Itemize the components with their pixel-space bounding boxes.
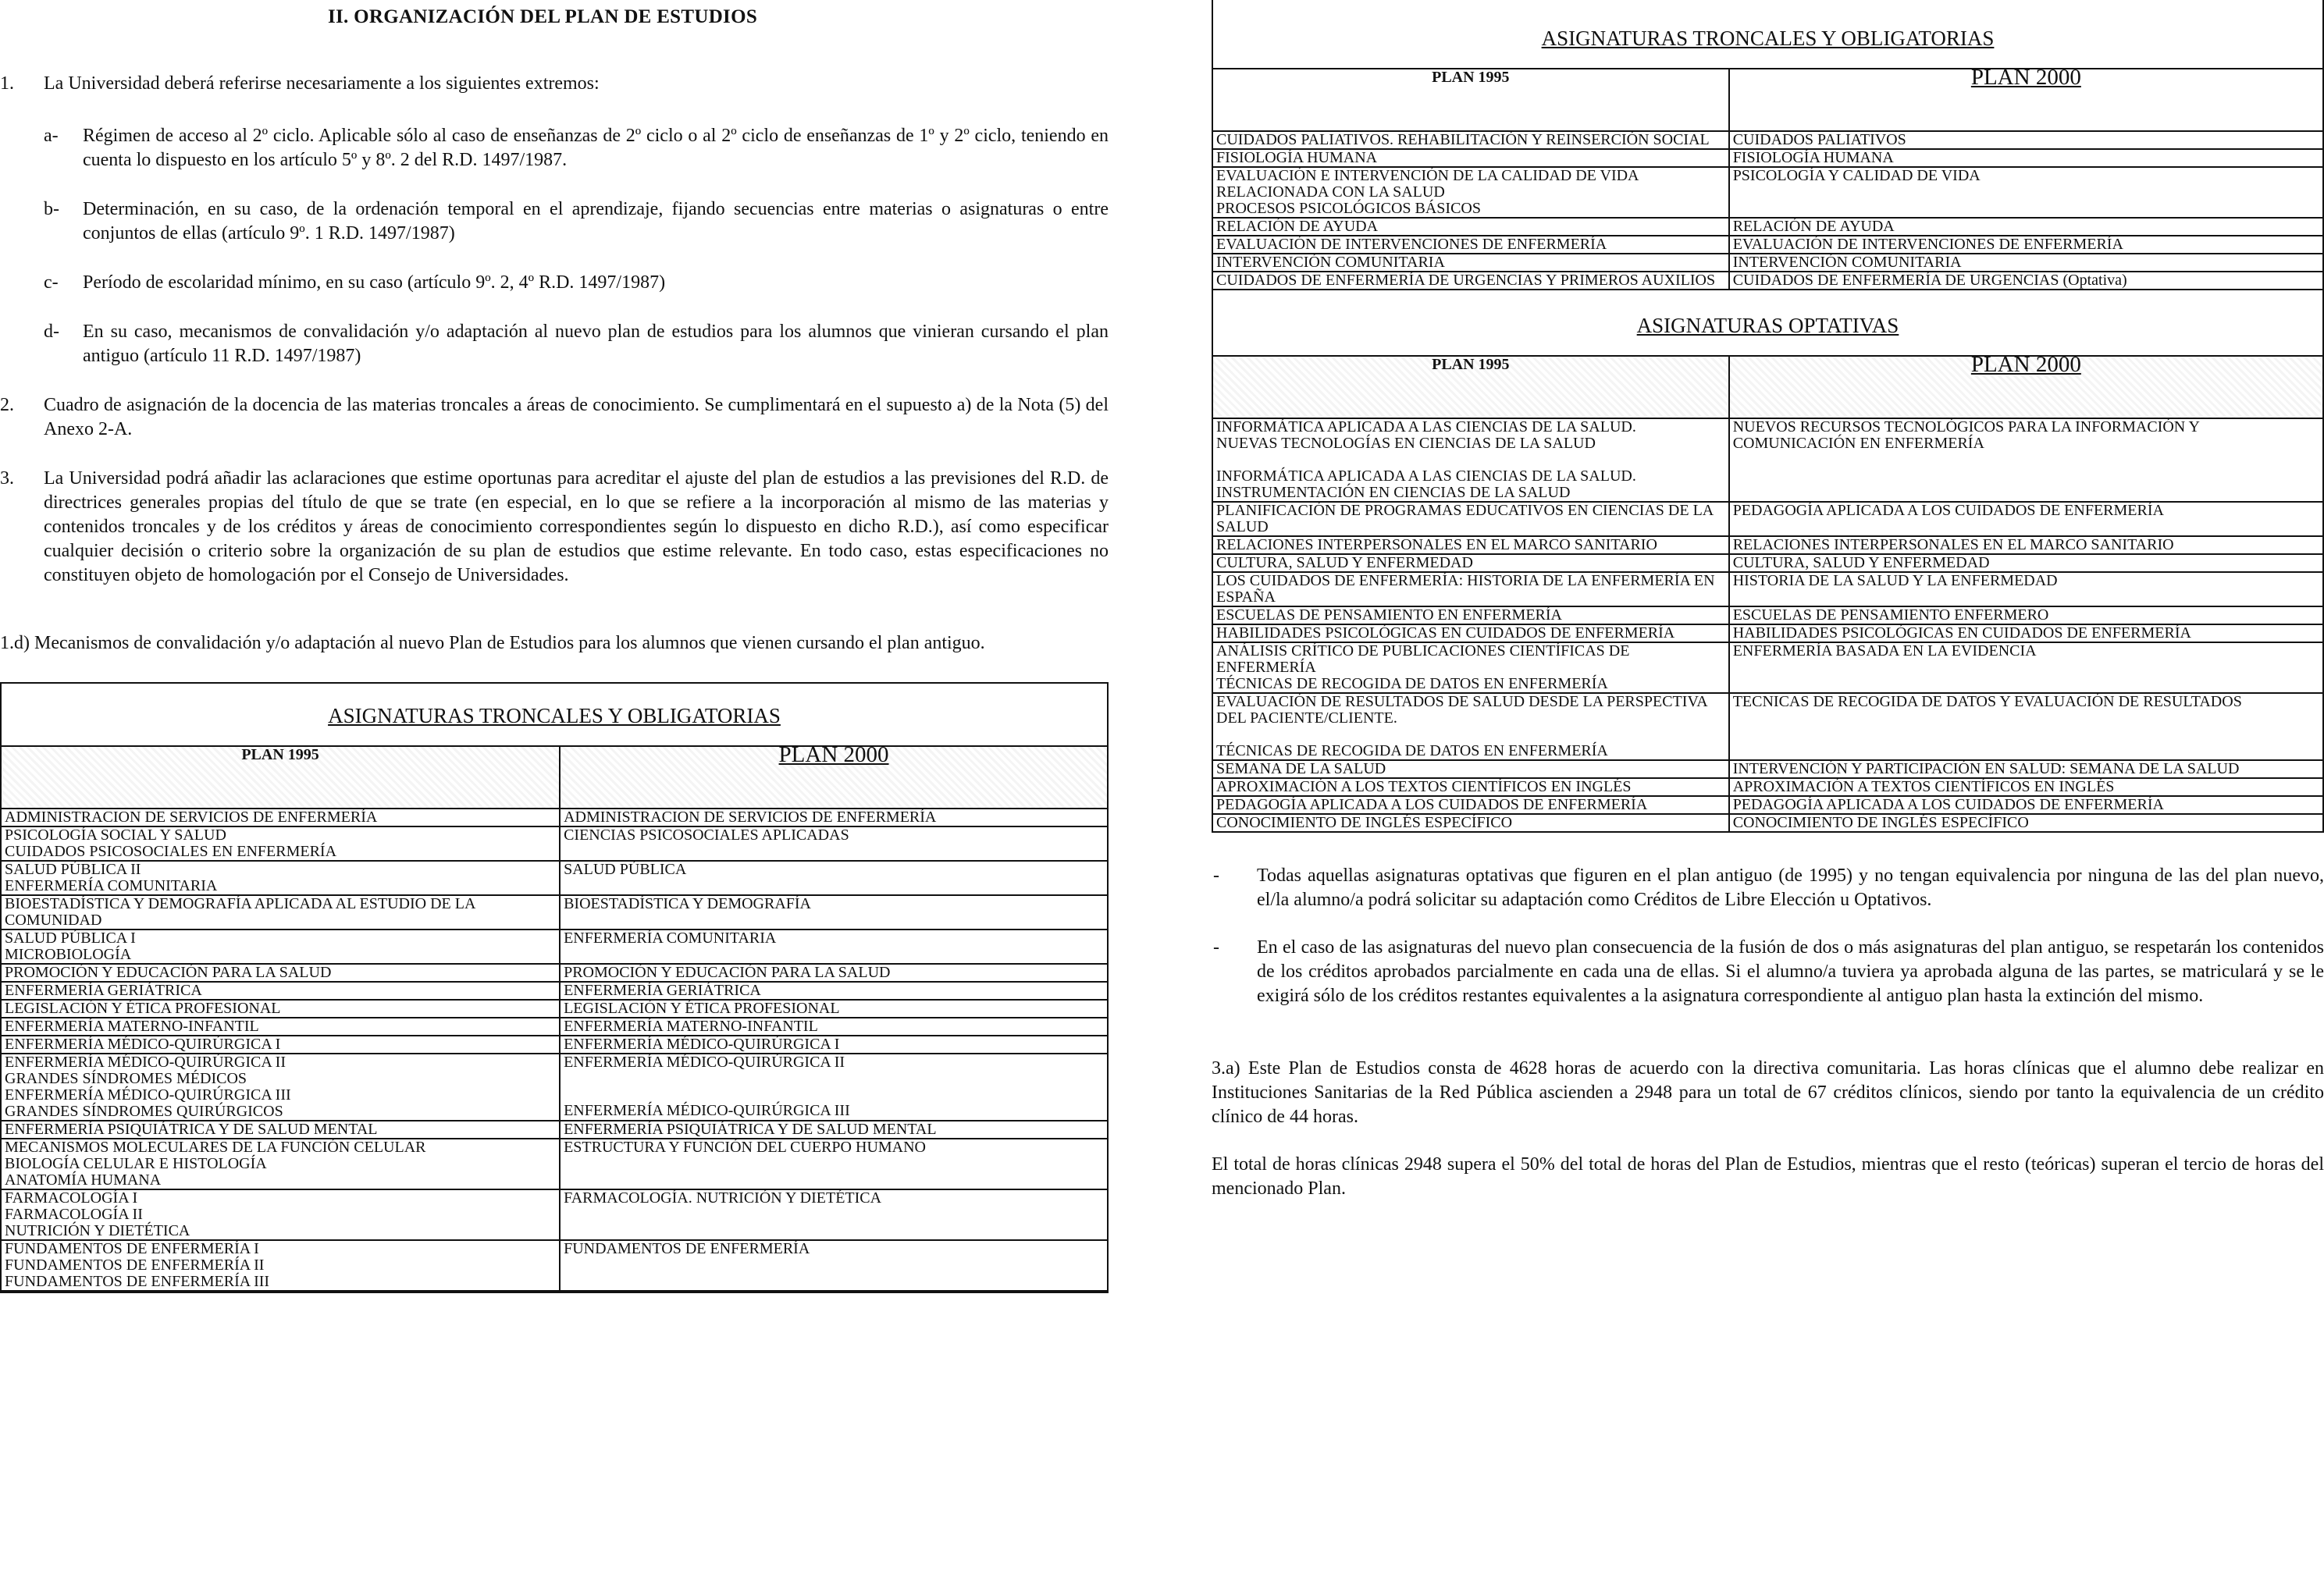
plan-2000-cell: [560, 964, 1108, 982]
plan-1995-cell: [1212, 606, 1729, 624]
plan-1995-subject: SALUD PÚBLICA II: [5, 861, 141, 878]
plan-2000-cell: [1729, 554, 2323, 572]
plan-1995-subject: PROMOCIÓN Y EDUCACIÓN PARA LA SALUD: [5, 964, 332, 981]
plan-1995-cell: [1, 964, 560, 982]
plan-1995-subject: ENFERMERÍA MÉDICO-QUIRÚRGICA III: [5, 1086, 291, 1104]
plan-1995-cell: [1, 895, 560, 930]
plan-2000-cell: [1729, 272, 2323, 290]
plan-1995-subject: TÉCNICAS DE RECOGIDA DE DATOS EN ENFERMERÍA: [1216, 675, 1608, 692]
table-row: [1212, 418, 2323, 502]
table-header-row: [1212, 69, 2323, 131]
table-row: [1212, 624, 2323, 642]
plan-2000-subject: ESCUELAS DE PENSAMIENTO ENFERMERO: [1732, 606, 2049, 624]
plan-1995-cell: [1212, 218, 1729, 236]
plan-1995-cell: [1, 826, 560, 861]
table-header-row: [1, 746, 1108, 809]
plan-1995-cell: [1, 1000, 560, 1018]
bullet-1-text: Todas aquellas asignaturas optativas que figuren en el plan antiguo (de 1995) y no tengan equivalencia por ninguna de las del plan nuevo, el/la alumno/a podrá solicitar su adaptación como Créditos de Libre Elección u Optativos.: [1257, 866, 2324, 910]
plan-2000-subject: CONOCIMIENTO DE INGLÉS ESPECÍFICO: [1732, 814, 2029, 831]
troncales-title-left: ASIGNATURAS TRONCALES Y OBLIGATORIAS: [328, 704, 781, 727]
right-column: [1212, 0, 2324, 1201]
plan-2000-subject: PEDAGOGÍA APLICADA A LOS CUIDADOS DE ENFERMERÍA: [1732, 502, 2164, 519]
plan-1995-subject: PEDAGOGÍA APLICADA A LOS CUIDADOS DE ENFERMERÍA: [1216, 796, 1648, 813]
plan-1995-subject: PROCESOS PSICOLÓGICOS BÁSICOS: [1216, 200, 1481, 217]
plan-1995-cell: [1, 1036, 560, 1054]
plan-1995-subject: ENFERMERÍA MATERNO-INFANTIL: [5, 1018, 259, 1035]
table-row: [1212, 760, 2323, 778]
plan-2000-cell: [1729, 536, 2323, 554]
sub-item-a-text: Régimen de acceso al 2º ciclo. Aplicable sólo al caso de enseñanzas de 2º ciclo o al 2º ciclo de enseñanzas de 1º y 2º ciclo, teniendo en cuenta lo dispuesto en los artículo 5º y 8º. 2 del R.D. 1497/1987.: [83, 126, 1109, 170]
plan-1995-subject: INSTRUMENTACIÓN EN CIENCIAS DE LA SALUD: [1216, 484, 1571, 501]
sub-item-b-text: Determinación, en su caso, de la ordenación temporal en el aprendizaje, fijando secuencias entre materias o asignaturas o entre conjuntos de ellas (artículo 9º. 1 R.D. 1497/1987): [83, 199, 1109, 243]
plan-1995-subject: FUNDAMENTOS DE ENFERMERÍA II: [5, 1257, 265, 1274]
table-row: [1, 1139, 1108, 1189]
plan-1995-subject: RELACIÓN DE AYUDA: [1216, 218, 1379, 235]
plan-1995-cell: [1212, 236, 1729, 254]
plan-1995-subject: RELACIONES INTERPERSONALES EN EL MARCO SANITARIO: [1216, 536, 1657, 553]
plan-1995-subject: FARMACOLOGÍA I: [5, 1189, 138, 1207]
sub-item-b-letter: b-: [44, 199, 59, 219]
plan-1995-cell: [1212, 254, 1729, 272]
plan-1995-subject: APROXIMACIÓN A LOS TEXTOS CIENTÍFICOS EN INGLÉS: [1216, 778, 1632, 795]
plan-2000-cell: [560, 1240, 1108, 1291]
plan-2000-header: PLAN 2000: [1729, 69, 2323, 131]
plan-1995-subject: ENFERMERÍA PSIQUIÁTRICA Y DE SALUD MENTAL: [5, 1121, 378, 1138]
plan-1995-subject: PLANIFICACIÓN DE PROGRAMAS EDUCATIVOS EN CIENCIAS DE LA SALUD: [1216, 502, 1714, 535]
plan-2000-cell: [560, 1000, 1108, 1018]
table-row: [1212, 642, 2323, 693]
plan-1995-subject: ADMINISTRACION DE SERVICIOS DE ENFERMERÍA: [5, 809, 378, 826]
plan-1995-subject: INFORMÁTICA APLICADA A LAS CIENCIAS DE LA SALUD.: [1216, 418, 1636, 435]
plan-2000-subject: CUIDADOS DE ENFERMERÍA DE URGENCIAS (Optativa): [1732, 272, 2127, 289]
plan-2000-subject: [564, 1079, 1104, 1095]
plan-2000-cell: [1729, 624, 2323, 642]
sub-item-c-text: Período de escolaridad mínimo, en su caso (artículo 9º. 2, 4º R.D. 1497/1987): [83, 272, 666, 293]
plan-1995-cell: [1212, 760, 1729, 778]
plan-2000-subject: ENFERMERÍA MATERNO-INFANTIL: [564, 1018, 818, 1035]
plan-2000-cell: [560, 930, 1108, 964]
plan-2000-header: PLAN 2000: [560, 746, 1108, 809]
plan-1995-subject: ANATOMÍA HUMANA: [5, 1171, 162, 1189]
plan-1995-subject: MECANISMOS MOLECULARES DE LA FUNCIÓN CELULAR: [5, 1139, 426, 1156]
table-row: [1, 826, 1108, 861]
plan-1995-cell: [1212, 272, 1729, 290]
plan-2000-cell: [1729, 814, 2323, 832]
plan-2000-cell: [1729, 149, 2323, 167]
plan-1995-subject: BIOLOGÍA CELULAR E HISTOLOGÍA: [5, 1155, 267, 1172]
plan-1995-cell: [1, 1240, 560, 1291]
plan-1995-subject: FUNDAMENTOS DE ENFERMERÍA I: [5, 1240, 259, 1257]
plan-2000-cell: [1729, 760, 2323, 778]
table-row: [1212, 167, 2323, 218]
plan-2000-subject: ENFERMERÍA GERIÁTRICA: [564, 982, 761, 999]
troncales-table-left: [0, 682, 1109, 1293]
plan-2000-subject: FARMACOLOGÍA. NUTRICIÓN Y DIETÉTICA: [564, 1189, 882, 1207]
plan-1995-subject: FARMACOLOGÍA II: [5, 1206, 143, 1223]
plan-1995-subject: CUIDADOS PSICOSOCIALES EN ENFERMERÍA: [5, 843, 337, 860]
plan-2000-cell: [560, 1018, 1108, 1036]
plan-1995-header: PLAN 1995: [1212, 356, 1729, 418]
plan-2000-subject: FISIOLOGÍA HUMANA: [1732, 149, 1894, 166]
plan-1995-cell: [1212, 536, 1729, 554]
table-row: [1212, 236, 2323, 254]
sub-item-d-text: En su caso, mecanismos de convalidación y/o adaptación al nuevo plan de estudios para los alumnos que vinieran cursando el plan antiguo (artículo 11 R.D. 1497/1987): [83, 322, 1109, 366]
plan-2000-subject: PSICOLOGÍA Y CALIDAD DE VIDA: [1732, 167, 1981, 184]
plan-2000-subject: ESTRUCTURA Y FUNCIÓN DEL CUERPO HUMANO: [564, 1139, 926, 1156]
table-row: [1212, 554, 2323, 572]
plan-2000-cell: [560, 1121, 1108, 1139]
table-row: [1212, 131, 2323, 149]
plan-2000-subject: BIOESTADÍSTICA Y DEMOGRAFÍA: [564, 895, 812, 912]
plan-1995-subject: INTERVENCIÓN COMUNITARIA: [1216, 254, 1445, 271]
plan-1995-subject: ENFERMERÍA MÉDICO-QUIRÚRGICA I: [5, 1036, 281, 1053]
plan-2000-cell: [560, 1054, 1108, 1121]
plan-1995-cell: [1, 1018, 560, 1036]
bullet-1: [1212, 864, 2324, 912]
plan-1995-subject: EVALUACIÓN E INTERVENCIÓN DE LA CALIDAD DE VIDA RELACIONADA CON LA SALUD: [1216, 167, 1639, 201]
plan-2000-subject: ENFERMERÍA PSIQUIÁTRICA Y DE SALUD MENTAL: [564, 1121, 937, 1138]
item-1-text: La Universidad deberá referirse necesariamente a los siguientes extremos:: [44, 73, 600, 94]
left-column: [0, 0, 1109, 1293]
optativas-title: ASIGNATURAS OPTATIVAS: [1636, 314, 1899, 337]
plan-1995-subject: BIOESTADÍSTICA Y DEMOGRAFÍA APLICADA AL ESTUDIO DE LA COMUNIDAD: [5, 895, 475, 929]
plan-1995-subject: CUIDADOS DE ENFERMERÍA DE URGENCIAS Y PRIMEROS AUXILIOS: [1216, 272, 1716, 289]
plan-1995-subject: ESCUELAS DE PENSAMIENTO EN ENFERMERÍA: [1216, 606, 1562, 624]
plan-2000-subject: CIENCIAS PSICOSOCIALES APLICADAS: [564, 826, 849, 844]
plan-1995-subject: ENFERMERÍA GERIÁTRICA: [5, 982, 202, 999]
plan-2000-subject: FUNDAMENTOS DE ENFERMERÍA: [564, 1240, 810, 1257]
table-row: [1212, 536, 2323, 554]
plan-2000-cell: [1729, 572, 2323, 606]
table-row: [1, 1018, 1108, 1036]
plan-2000-subject: SALUD PÚBLICA: [564, 861, 687, 878]
troncales-right-body: [1212, 131, 2323, 290]
table-row: [1, 895, 1108, 930]
plan-1995-subject: CUIDADOS PALIATIVOS. REHABILITACIÓN Y REINSERCIÓN SOCIAL: [1216, 131, 1710, 148]
plan-1995-subject: [1216, 727, 1725, 743]
table-row: [1212, 572, 2323, 606]
table-row: [1212, 606, 2323, 624]
plan-1995-cell: [1212, 624, 1729, 642]
plan-2000-subject: CULTURA, SALUD Y ENFERMEDAD: [1732, 554, 1990, 571]
bullet-2-text: En el caso de las asignaturas del nuevo plan consecuencia de la fusión de dos o más asignaturas del plan antiguo, se respetarán los contenidos de los créditos aprobados parcialmente en cada una de ellas. Si el alumno/a tuviera ya aprobada alguna de las partes, se matriculará y se le exigirá sólo de los créditos restantes equivalentes a la asignatura correspondiente al antiguo plan hasta la extinción del mismo.: [1257, 937, 2324, 1006]
plan-2000-cell: [560, 1189, 1108, 1240]
plan-2000-subject: ADMINISTRACION DE SERVICIOS DE ENFERMERÍA: [564, 809, 937, 826]
plan-2000-subject: HABILIDADES PSICOLÓGICAS EN CUIDADOS DE ENFERMERÍA: [1732, 624, 2191, 642]
plan-1995-cell: [1212, 149, 1729, 167]
plan-2000-subject: EVALUACIÓN DE INTERVENCIONES DE ENFERMERÍA: [1732, 236, 2123, 253]
plan-2000-subject: ENFERMERÍA COMUNITARIA: [564, 930, 777, 947]
table-row: [1, 1121, 1108, 1139]
plan-2000-cell: [560, 895, 1108, 930]
troncales-left-body: [1, 809, 1108, 1291]
plan-1995-subject: CULTURA, SALUD Y ENFERMEDAD: [1216, 554, 1473, 571]
sub-item-d: [44, 320, 1109, 368]
plan-2000-cell: [1729, 642, 2323, 693]
plan-1995-cell: [1212, 502, 1729, 536]
table-row: [1212, 502, 2323, 536]
troncales-table-right: [1212, 0, 2324, 833]
plan-1995-subject: FUNDAMENTOS DE ENFERMERÍA III: [5, 1273, 270, 1290]
plan-2000-cell: [1729, 254, 2323, 272]
item-1: [0, 72, 1109, 96]
plan-1995-cell: [1, 1189, 560, 1240]
table-row: [1212, 272, 2323, 290]
plan-1995-cell: [1212, 642, 1729, 693]
plan-1995-cell: [1212, 131, 1729, 149]
plan-2000-cell: [1729, 167, 2323, 218]
optativas-body: [1212, 418, 2323, 832]
plan-2000-subject: RELACIÓN DE AYUDA: [1732, 218, 1895, 235]
plan-1995-cell: [1212, 572, 1729, 606]
sub-item-d-letter: d-: [44, 322, 59, 342]
item-3-text: La Universidad podrá añadir las aclaraciones que estime oportunas para acreditar el ajuste del plan de estudios a las previsiones del R.D. de directrices generales propias del título de que se trate (en especial, en lo que se refiere a la incorporación al mismo de las materias y contenidos troncales y de los créditos y áreas de conocimiento correspondientes según lo dispuesto en dicho R.D.), así como especificar cualquier decisión o criterio sobre la organización de su plan de estudios que estime relevante. En todo caso, estas especificaciones no constituyen objeto de homologación por el Consejo de Universidades.: [44, 468, 1109, 585]
item-1-number: 1.: [0, 73, 14, 94]
plan-2000-subject: ENFERMERÍA MÉDICO-QUIRÚRGICA I: [564, 1036, 840, 1053]
plan-2000-subject: ENFERMERÍA MÉDICO-QUIRÚRGICA III: [564, 1102, 850, 1119]
plan-1995-subject: ENFERMERÍA MÉDICO-QUIRÚRGICA II: [5, 1054, 286, 1071]
bullet-dash: -: [1213, 866, 1219, 886]
plan-1995-cell: [1, 809, 560, 826]
plan-2000-cell: [560, 982, 1108, 1000]
item-3-number: 3.: [0, 468, 14, 489]
plan-2000-cell: [560, 1139, 1108, 1189]
item-2-text: Cuadro de asignación de la docencia de las materias troncales a áreas de conocimiento. Se cumplimentará en el supuesto a) de la Nota (5) del Anexo 2-A.: [44, 395, 1109, 439]
plan-2000-cell: [1729, 693, 2323, 760]
plan-2000-cell: [1729, 606, 2323, 624]
table-header-row: [1212, 356, 2323, 418]
plan-2000-subject: RELACIONES INTERPERSONALES EN EL MARCO SANITARIO: [1732, 536, 2174, 553]
plan-1995-subject: FISIOLOGÍA HUMANA: [1216, 149, 1378, 166]
plan-1995-subject: INFORMÁTICA APLICADA A LAS CIENCIAS DE LA SALUD.: [1216, 467, 1636, 485]
table-row: [1212, 814, 2323, 832]
table-row: [1, 982, 1108, 1000]
table-row: [1, 1000, 1108, 1018]
plan-2000-subject: INTERVENCIÓN Y PARTICIPACIÓN EN SALUD: SEMANA DE LA SALUD: [1732, 760, 2240, 777]
note-1d: 1.d) Mecanismos de convalidación y/o adaptación al nuevo Plan de Estudios para los alumnos que vienen cursando el plan antiguo.: [0, 633, 985, 653]
table-row: [1, 809, 1108, 826]
plan-2000-subject: NUEVOS RECURSOS TECNOLÓGICOS PARA LA INFORMACIÓN Y COMUNICACIÓN EN ENFERMERÍA: [1732, 418, 2200, 452]
plan-2000-cell: [1729, 131, 2323, 149]
plan-1995-subject: [1216, 452, 1725, 468]
table-row: [1212, 796, 2323, 814]
plan-2000-cell: [560, 1036, 1108, 1054]
item-2: [0, 393, 1109, 442]
plan-2000-subject: LEGISLACIÓN Y ÉTICA PROFESIONAL: [564, 1000, 840, 1017]
sub-item-c: [44, 271, 1109, 295]
plan-1995-subject: NUTRICIÓN Y DIETÉTICA: [5, 1222, 190, 1239]
paragraph-3a: 3.a) Este Plan de Estudios consta de 4628 horas de acuerdo con la directiva comunitaria. Las horas clínicas que el alumno debe realizar en Instituciones Sanitarias de la Red Pública ascienden a 2948 para un total de 67 créditos clínicos, siendo por tanto la equivalencia de un crédito clínico de 44 horas.: [1212, 1058, 2324, 1127]
plan-1995-subject: ANÁLISIS CRÍTICO DE PUBLICACIONES CIENTÍFICAS DE ENFERMERÍA: [1216, 642, 1630, 676]
table-row: [1, 861, 1108, 895]
sub-item-a: [44, 124, 1109, 172]
plan-2000-subject: APROXIMACIÓN A TEXTOS CIENTÍFICOS EN INGLÉS: [1732, 778, 2115, 795]
table-row: [1212, 778, 2323, 796]
plan-2000-subject: PROMOCIÓN Y EDUCACIÓN PARA LA SALUD: [564, 964, 891, 981]
sub-item-b: [44, 197, 1109, 246]
plan-1995-cell: [1, 861, 560, 895]
plan-1995-cell: [1212, 418, 1729, 502]
bullet-2: [1212, 936, 2324, 1008]
sub-item-c-letter: c-: [44, 272, 59, 293]
table-row: [1, 1036, 1108, 1054]
table-row: [1212, 254, 2323, 272]
table-row: [1212, 149, 2323, 167]
plan-1995-subject: SALUD PÚBLICA I: [5, 930, 136, 947]
plan-1995-subject: PSICOLOGÍA SOCIAL Y SALUD: [5, 826, 226, 844]
plan-1995-subject: SEMANA DE LA SALUD: [1216, 760, 1386, 777]
plan-1995-header: PLAN 1995: [1, 746, 560, 809]
plan-1995-subject: LEGISLACIÓN Y ÉTICA PROFESIONAL: [5, 1000, 281, 1017]
troncales-title-right: ASIGNATURAS TRONCALES Y OBLIGATORIAS: [1541, 27, 1995, 50]
plan-2000-cell: [1729, 796, 2323, 814]
item-3: [0, 467, 1109, 588]
plan-2000-cell: [1729, 502, 2323, 536]
bullet-dash: -: [1213, 937, 1219, 958]
plan-1995-subject: EVALUACIÓN DE INTERVENCIONES DE ENFERMERÍA: [1216, 236, 1607, 253]
plan-1995-cell: [1212, 167, 1729, 218]
table-row: [1, 930, 1108, 964]
plan-2000-subject: INTERVENCIÓN COMUNITARIA: [1732, 254, 1962, 271]
table-row: [1, 1189, 1108, 1240]
plan-1995-cell: [1, 1054, 560, 1121]
plan-1995-subject: MICROBIOLOGÍA: [5, 946, 132, 963]
plan-2000-header: PLAN 2000: [1729, 356, 2323, 418]
plan-1995-header: PLAN 1995: [1212, 69, 1729, 131]
plan-1995-subject: TÉCNICAS DE RECOGIDA DE DATOS EN ENFERMERÍA: [1216, 742, 1608, 759]
plan-2000-subject: ENFERMERÍA MÉDICO-QUIRÚRGICA II: [564, 1054, 845, 1071]
table-row: [1212, 218, 2323, 236]
plan-2000-cell: [1729, 236, 2323, 254]
plan-1995-subject: HABILIDADES PSICOLÓGICAS EN CUIDADOS DE ENFERMERÍA: [1216, 624, 1675, 642]
plan-2000-subject: ENFERMERÍA BASADA EN LA EVIDENCIA: [1732, 642, 2037, 659]
plan-1995-cell: [1212, 796, 1729, 814]
plan-2000-subject: HISTORIA DE LA SALUD Y LA ENFERMEDAD: [1732, 572, 2058, 589]
plan-2000-subject: PEDAGOGÍA APLICADA A LOS CUIDADOS DE ENFERMERÍA: [1732, 796, 2164, 813]
table-row: [1, 964, 1108, 982]
plan-1995-subject: GRANDES SÍNDROMES QUIRÚRGICOS: [5, 1103, 283, 1120]
item-2-number: 2.: [0, 395, 14, 415]
plan-2000-cell: [560, 809, 1108, 826]
sub-item-a-letter: a-: [44, 126, 59, 146]
plan-1995-cell: [1, 930, 560, 964]
plan-2000-cell: [560, 826, 1108, 861]
plan-1995-subject: CONOCIMIENTO DE INGLÉS ESPECÍFICO: [1216, 814, 1513, 831]
table-row: [1, 1240, 1108, 1291]
plan-1995-cell: [1, 982, 560, 1000]
plan-1995-subject: LOS CUIDADOS DE ENFERMERÍA: HISTORIA DE LA ENFERMERÍA EN ESPAÑA: [1216, 572, 1715, 606]
plan-1995-cell: [1212, 778, 1729, 796]
plan-1995-subject: EVALUACIÓN DE RESULTADOS DE SALUD DESDE LA PERSPECTIVA DEL PACIENTE/CLIENTE.: [1216, 693, 1707, 727]
plan-1995-cell: [1212, 693, 1729, 760]
plan-1995-cell: [1212, 814, 1729, 832]
plan-2000-subject: CUIDADOS PALIATIVOS: [1732, 131, 1906, 148]
plan-2000-cell: [1729, 418, 2323, 502]
plan-2000-cell: [1729, 778, 2323, 796]
plan-1995-cell: [1, 1121, 560, 1139]
plan-2000-cell: [560, 861, 1108, 895]
page-title: II. ORGANIZACIÓN DEL PLAN DE ESTUDIOS: [327, 6, 758, 27]
plan-2000-subject: TECNICAS DE RECOGIDA DE DATOS Y EVALUACIÓN DE RESULTADOS: [1732, 693, 2242, 710]
table-row: [1212, 693, 2323, 760]
plan-1995-cell: [1212, 554, 1729, 572]
paragraph-total-hours: El total de horas clínicas 2948 supera el 50% del total de horas del Plan de Estudios, mientras que el resto (teóricas) superan el tercio de horas del mencionado Plan.: [1212, 1154, 2324, 1199]
plan-1995-subject: ENFERMERÍA COMUNITARIA: [5, 877, 218, 894]
plan-2000-cell: [1729, 218, 2323, 236]
plan-1995-cell: [1, 1139, 560, 1189]
plan-1995-subject: NUEVAS TECNOLOGÍAS EN CIENCIAS DE LA SALUD: [1216, 435, 1596, 452]
table-row: [1, 1054, 1108, 1121]
plan-1995-subject: GRANDES SÍNDROMES MÉDICOS: [5, 1070, 247, 1087]
